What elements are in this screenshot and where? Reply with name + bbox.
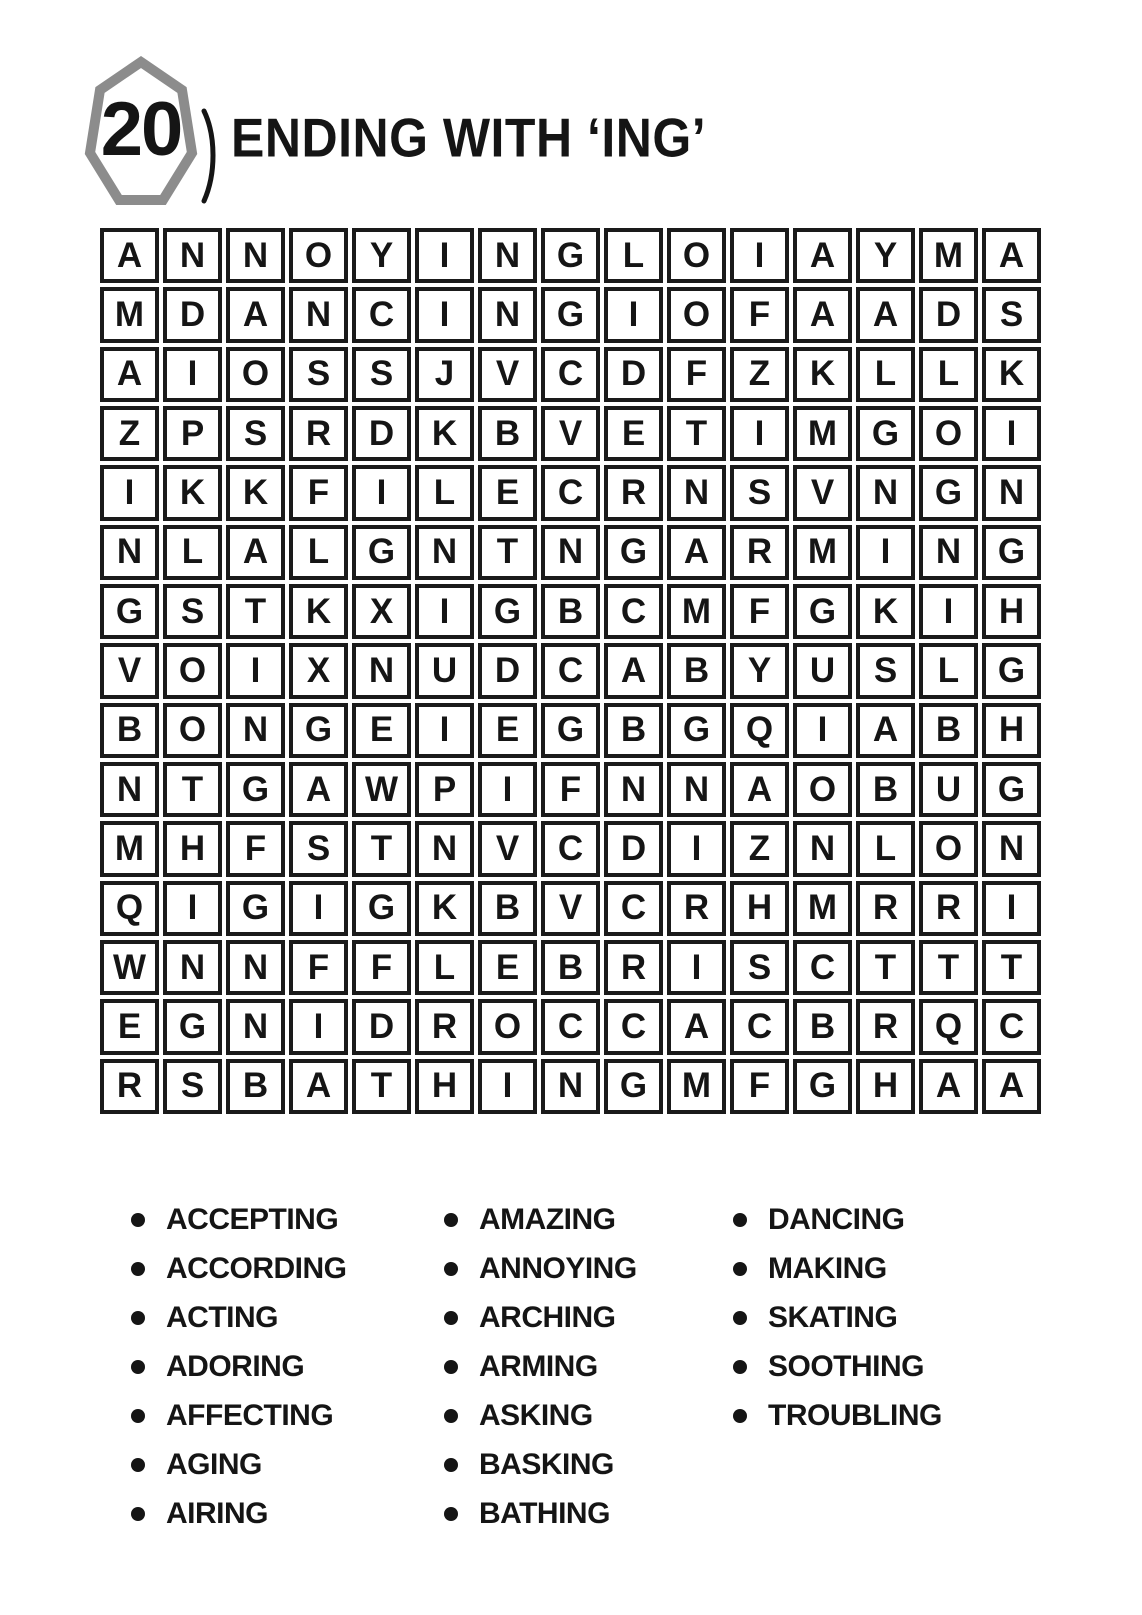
grid-cell: R: [919, 881, 978, 936]
word-list-item: [733, 1351, 942, 1382]
word-label: ADORING: [166, 1349, 305, 1383]
grid-cell: N: [289, 287, 348, 342]
bullet-icon: [444, 1409, 458, 1423]
grid-cell: G: [541, 703, 600, 758]
grid-cell: H: [730, 881, 789, 936]
grid-cell: B: [478, 406, 537, 461]
grid-cell: G: [541, 287, 600, 342]
word-list-column: [131, 1204, 347, 1529]
word-label: BASKING: [479, 1447, 614, 1481]
bullet-icon: [444, 1213, 458, 1227]
grid-cell: S: [856, 643, 915, 698]
grid-cell: K: [289, 584, 348, 639]
word-list-item: [733, 1253, 942, 1284]
grid-cell: I: [415, 584, 474, 639]
grid-cell: U: [919, 762, 978, 817]
grid-cell: C: [730, 999, 789, 1054]
grid-cell: G: [226, 881, 285, 936]
word-label: SKATING: [768, 1300, 898, 1334]
grid-cell: Q: [919, 999, 978, 1054]
grid-cell: F: [352, 940, 411, 995]
grid-cell: D: [163, 287, 222, 342]
grid-cell: K: [856, 584, 915, 639]
grid-cell: E: [478, 940, 537, 995]
bullet-icon: [131, 1262, 145, 1276]
grid-cell: A: [856, 287, 915, 342]
grid-cell: N: [226, 940, 285, 995]
grid-cell: N: [415, 821, 474, 876]
grid-cell: T: [919, 940, 978, 995]
grid-cell: A: [289, 1059, 348, 1114]
grid-cell: X: [352, 584, 411, 639]
grid-cell: I: [667, 940, 726, 995]
grid-cell: L: [919, 347, 978, 402]
word-list-item: [444, 1498, 637, 1529]
grid-cell: N: [163, 940, 222, 995]
grid-cell: G: [982, 762, 1041, 817]
grid-cell: O: [793, 762, 852, 817]
grid-cell: O: [289, 228, 348, 283]
grid-cell: A: [100, 228, 159, 283]
grid-cell: N: [100, 525, 159, 580]
grid-cell: V: [541, 881, 600, 936]
grid-cell: S: [289, 347, 348, 402]
grid-cell: G: [982, 525, 1041, 580]
grid-cell: F: [541, 762, 600, 817]
grid-cell: G: [982, 643, 1041, 698]
grid-cell: N: [667, 465, 726, 520]
grid-cell: T: [352, 1059, 411, 1114]
word-label: AMAZING: [479, 1202, 616, 1236]
bullet-icon: [733, 1409, 747, 1423]
grid-cell: O: [667, 228, 726, 283]
grid-cell: A: [667, 999, 726, 1054]
grid-cell: N: [982, 465, 1041, 520]
grid-cell: Y: [856, 228, 915, 283]
grid-cell: Z: [100, 406, 159, 461]
bullet-icon: [131, 1409, 145, 1423]
grid-cell: D: [352, 406, 411, 461]
grid-cell: E: [100, 999, 159, 1054]
grid-cell: I: [982, 881, 1041, 936]
grid-cell: I: [793, 703, 852, 758]
grid-cell: Z: [730, 347, 789, 402]
grid-cell: R: [856, 881, 915, 936]
grid-cell: C: [541, 347, 600, 402]
bullet-icon: [444, 1262, 458, 1276]
grid-cell: D: [352, 999, 411, 1054]
bullet-icon: [444, 1507, 458, 1521]
grid-cell: O: [919, 821, 978, 876]
grid-cell: S: [226, 406, 285, 461]
grid-cell: I: [415, 228, 474, 283]
grid-cell: I: [289, 999, 348, 1054]
grid-cell: G: [793, 584, 852, 639]
grid-cell: I: [919, 584, 978, 639]
grid-cell: X: [289, 643, 348, 698]
grid-cell: I: [226, 643, 285, 698]
grid-cell: B: [478, 881, 537, 936]
bullet-icon: [444, 1360, 458, 1374]
grid-cell: N: [541, 525, 600, 580]
grid-cell: Q: [730, 703, 789, 758]
grid-cell: N: [919, 525, 978, 580]
grid-cell: A: [226, 287, 285, 342]
grid-cell: F: [667, 347, 726, 402]
grid-cell: O: [163, 703, 222, 758]
grid-cell: G: [226, 762, 285, 817]
grid-cell: N: [856, 465, 915, 520]
grid-cell: T: [982, 940, 1041, 995]
grid-cell: R: [730, 525, 789, 580]
word-list-item: [444, 1253, 637, 1284]
grid-cell: F: [226, 821, 285, 876]
word-label: ARCHING: [479, 1300, 616, 1334]
grid-cell: L: [856, 821, 915, 876]
grid-cell: H: [163, 821, 222, 876]
grid-cell: M: [919, 228, 978, 283]
word-label: TROUBLING: [768, 1398, 942, 1432]
grid-cell: T: [163, 762, 222, 817]
grid-cell: P: [415, 762, 474, 817]
grid-cell: L: [415, 940, 474, 995]
grid-cell: N: [100, 762, 159, 817]
grid-cell: I: [415, 287, 474, 342]
grid-cell: R: [604, 465, 663, 520]
grid-cell: U: [793, 643, 852, 698]
grid-cell: R: [667, 881, 726, 936]
grid-cell: M: [100, 821, 159, 876]
grid-cell: K: [415, 406, 474, 461]
grid-cell: S: [163, 584, 222, 639]
grid-cell: M: [100, 287, 159, 342]
bullet-icon: [733, 1311, 747, 1325]
grid-cell: V: [478, 821, 537, 876]
bullet-icon: [733, 1360, 747, 1374]
word-list-item: [444, 1351, 637, 1382]
word-label: ASKING: [479, 1398, 593, 1432]
grid-cell: L: [163, 525, 222, 580]
grid-cell: I: [730, 406, 789, 461]
grid-cell: G: [667, 703, 726, 758]
grid-cell: E: [478, 465, 537, 520]
bullet-icon: [733, 1262, 747, 1276]
grid-cell: O: [667, 287, 726, 342]
word-list-item: [733, 1400, 942, 1431]
grid-cell: I: [289, 881, 348, 936]
grid-cell: C: [604, 881, 663, 936]
grid-cell: T: [667, 406, 726, 461]
grid-cell: G: [478, 584, 537, 639]
word-list-item: [444, 1302, 637, 1333]
grid-cell: N: [226, 228, 285, 283]
grid-cell: G: [163, 999, 222, 1054]
word-label: ACTING: [166, 1300, 278, 1334]
grid-cell: F: [730, 1059, 789, 1114]
grid-cell: F: [289, 465, 348, 520]
word-list-item: [131, 1253, 347, 1284]
grid-cell: K: [415, 881, 474, 936]
arc-decoration-icon: [201, 108, 219, 204]
grid-cell: B: [541, 584, 600, 639]
grid-cell: B: [919, 703, 978, 758]
grid-cell: G: [289, 703, 348, 758]
grid-cell: F: [289, 940, 348, 995]
grid-cell: T: [352, 821, 411, 876]
grid-cell: I: [415, 703, 474, 758]
grid-cell: B: [100, 703, 159, 758]
grid-cell: C: [541, 821, 600, 876]
grid-cell: F: [730, 287, 789, 342]
bullet-icon: [444, 1458, 458, 1472]
grid-cell: A: [793, 228, 852, 283]
word-list-item: [444, 1449, 637, 1480]
grid-cell: Y: [352, 228, 411, 283]
word-label: ACCORDING: [166, 1251, 347, 1285]
grid-cell: D: [919, 287, 978, 342]
grid-cell: S: [352, 347, 411, 402]
grid-cell: N: [793, 821, 852, 876]
grid-cell: H: [982, 703, 1041, 758]
grid-cell: K: [163, 465, 222, 520]
grid-cell: S: [982, 287, 1041, 342]
grid-cell: H: [856, 1059, 915, 1114]
grid-cell: M: [793, 881, 852, 936]
word-list-item: [131, 1204, 347, 1235]
grid-cell: I: [478, 1059, 537, 1114]
grid-cell: G: [919, 465, 978, 520]
grid-cell: U: [415, 643, 474, 698]
grid-cell: H: [982, 584, 1041, 639]
word-list-item: [131, 1498, 347, 1529]
grid-cell: C: [982, 999, 1041, 1054]
grid-cell: I: [667, 821, 726, 876]
grid-cell: P: [163, 406, 222, 461]
grid-cell: E: [478, 703, 537, 758]
grid-cell: C: [604, 584, 663, 639]
grid-cell: S: [730, 465, 789, 520]
grid-cell: I: [604, 287, 663, 342]
grid-cell: L: [604, 228, 663, 283]
grid-cell: A: [100, 347, 159, 402]
word-list-item: [131, 1400, 347, 1431]
puzzle-number-badge: [78, 55, 204, 207]
word-label: ACCEPTING: [166, 1202, 339, 1236]
bullet-icon: [131, 1213, 145, 1227]
grid-cell: S: [289, 821, 348, 876]
grid-cell: A: [919, 1059, 978, 1114]
grid-cell: G: [541, 228, 600, 283]
grid-cell: C: [793, 940, 852, 995]
word-label: DANCING: [768, 1202, 905, 1236]
grid-cell: I: [982, 406, 1041, 461]
page-title: ENDING WITH ‘ING’: [231, 107, 707, 169]
grid-cell: D: [478, 643, 537, 698]
grid-cell: I: [856, 525, 915, 580]
grid-cell: B: [226, 1059, 285, 1114]
grid-cell: C: [352, 287, 411, 342]
grid-cell: W: [352, 762, 411, 817]
grid-cell: R: [289, 406, 348, 461]
word-list-column: [733, 1204, 942, 1431]
word-label: BATHING: [479, 1496, 610, 1530]
grid-cell: B: [856, 762, 915, 817]
grid-cell: V: [100, 643, 159, 698]
grid-cell: K: [982, 347, 1041, 402]
grid-cell: N: [667, 762, 726, 817]
grid-cell: A: [856, 703, 915, 758]
bullet-icon: [733, 1213, 747, 1227]
grid-cell: I: [163, 347, 222, 402]
grid-cell: A: [982, 1059, 1041, 1114]
grid-cell: F: [730, 584, 789, 639]
grid-cell: C: [541, 643, 600, 698]
grid-cell: M: [793, 525, 852, 580]
grid-cell: G: [856, 406, 915, 461]
grid-cell: C: [541, 999, 600, 1054]
grid-cell: T: [226, 584, 285, 639]
grid-cell: M: [667, 584, 726, 639]
word-search-grid: [100, 228, 1041, 1114]
grid-cell: I: [478, 762, 537, 817]
grid-cell: O: [478, 999, 537, 1054]
word-list-item: [131, 1302, 347, 1333]
grid-cell: I: [100, 465, 159, 520]
grid-cell: J: [415, 347, 474, 402]
grid-cell: G: [100, 584, 159, 639]
word-label: SOOTHING: [768, 1349, 925, 1383]
grid-cell: A: [793, 287, 852, 342]
word-list-item: [131, 1449, 347, 1480]
grid-cell: R: [604, 940, 663, 995]
grid-cell: T: [478, 525, 537, 580]
word-label: AFFECTING: [166, 1398, 334, 1432]
grid-cell: L: [856, 347, 915, 402]
word-label: ARMING: [479, 1349, 598, 1383]
word-label: AIRING: [166, 1496, 268, 1530]
grid-cell: S: [730, 940, 789, 995]
word-list-item: [131, 1351, 347, 1382]
grid-cell: H: [415, 1059, 474, 1114]
grid-cell: N: [541, 1059, 600, 1114]
grid-cell: O: [163, 643, 222, 698]
grid-cell: A: [604, 643, 663, 698]
grid-cell: A: [226, 525, 285, 580]
bullet-icon: [131, 1458, 145, 1472]
grid-cell: N: [415, 525, 474, 580]
word-list-item: [733, 1302, 942, 1333]
grid-cell: C: [604, 999, 663, 1054]
grid-cell: V: [541, 406, 600, 461]
grid-cell: N: [604, 762, 663, 817]
grid-cell: A: [730, 762, 789, 817]
word-label: MAKING: [768, 1251, 887, 1285]
grid-cell: N: [982, 821, 1041, 876]
grid-cell: Y: [730, 643, 789, 698]
grid-cell: O: [226, 347, 285, 402]
grid-cell: V: [793, 465, 852, 520]
grid-cell: T: [856, 940, 915, 995]
grid-cell: G: [604, 525, 663, 580]
grid-cell: C: [541, 465, 600, 520]
grid-cell: O: [919, 406, 978, 461]
bullet-icon: [131, 1360, 145, 1374]
grid-cell: A: [982, 228, 1041, 283]
grid-cell: W: [100, 940, 159, 995]
word-label: AGING: [166, 1447, 262, 1481]
grid-cell: I: [730, 228, 789, 283]
grid-cell: K: [226, 465, 285, 520]
grid-cell: N: [478, 228, 537, 283]
grid-cell: M: [793, 406, 852, 461]
grid-cell: I: [163, 881, 222, 936]
grid-cell: N: [226, 703, 285, 758]
grid-cell: Q: [100, 881, 159, 936]
grid-cell: G: [604, 1059, 663, 1114]
word-list-item: [444, 1400, 637, 1431]
grid-cell: R: [415, 999, 474, 1054]
grid-cell: G: [352, 881, 411, 936]
grid-cell: S: [163, 1059, 222, 1114]
grid-cell: B: [604, 703, 663, 758]
grid-cell: A: [667, 525, 726, 580]
grid-cell: G: [793, 1059, 852, 1114]
grid-cell: N: [163, 228, 222, 283]
grid-cell: N: [352, 643, 411, 698]
grid-cell: B: [793, 999, 852, 1054]
grid-cell: E: [604, 406, 663, 461]
word-list-item: [733, 1204, 942, 1235]
grid-cell: Z: [730, 821, 789, 876]
grid-cell: N: [226, 999, 285, 1054]
bullet-icon: [444, 1311, 458, 1325]
grid-cell: R: [100, 1059, 159, 1114]
word-list-item: [444, 1204, 637, 1235]
grid-cell: N: [478, 287, 537, 342]
grid-cell: E: [352, 703, 411, 758]
grid-cell: G: [352, 525, 411, 580]
grid-cell: I: [352, 465, 411, 520]
bullet-icon: [131, 1507, 145, 1521]
grid-cell: K: [793, 347, 852, 402]
grid-cell: A: [289, 762, 348, 817]
word-list-column: [444, 1204, 637, 1529]
grid-cell: L: [289, 525, 348, 580]
grid-cell: B: [667, 643, 726, 698]
word-label: ANNOYING: [479, 1251, 637, 1285]
grid-cell: L: [919, 643, 978, 698]
grid-cell: D: [604, 347, 663, 402]
puzzle-number: 20: [100, 86, 182, 172]
grid-cell: V: [478, 347, 537, 402]
grid-cell: B: [541, 940, 600, 995]
grid-cell: D: [604, 821, 663, 876]
bullet-icon: [131, 1311, 145, 1325]
grid-cell: R: [856, 999, 915, 1054]
grid-cell: M: [667, 1059, 726, 1114]
grid-cell: L: [415, 465, 474, 520]
